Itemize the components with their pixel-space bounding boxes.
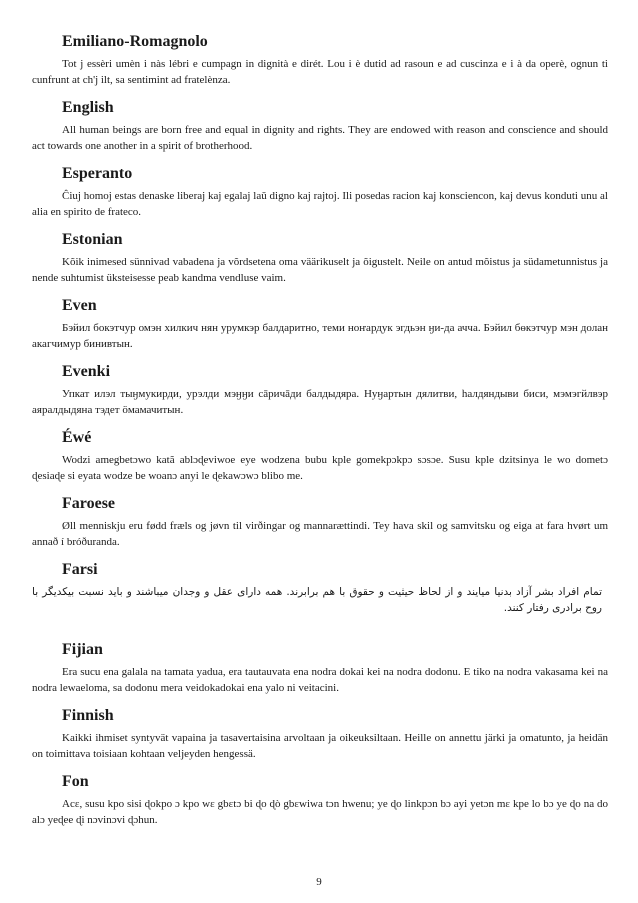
section-heading: Éwé	[62, 429, 92, 446]
section-text: Ĉiuj homoj estas denaske liberaj kaj egalaj laŭ digno kaj rajtoj. Ili posedas racion kaj konsciencon, kaj devus konduti unu al alia en spirito de frateco.	[32, 190, 608, 218]
section-heading: English	[62, 99, 114, 116]
section-heading: Fijian	[62, 641, 103, 658]
section-heading: Fon	[62, 773, 89, 790]
section-even	[32, 296, 608, 352]
section-text: Kõik inimesed sünnivad vabadena ja võrdsetena oma väärikuselt ja õigustelt. Neile on antud mõistus ja südametunnistus ja nende suhtumist üksteisesse peab kandma vendluse vaim.	[32, 256, 608, 284]
section-evenki	[32, 362, 608, 418]
section-heading: Emiliano-Romagnolo	[62, 33, 208, 50]
section-heading: Finnish	[62, 707, 114, 724]
section-fijian	[32, 640, 608, 696]
section-text: تمام افراد بشر آزاد بدنیا میایند و از لحاظ حیثیت و حقوق با هم برابرند. همه دارای عقل و وجدان میباشند و باید نسبت بیکدیگر با روح برادری رفتار کنند.	[32, 586, 602, 614]
section-farsi	[32, 560, 608, 630]
section-text: Wodzi amegbetɔwo katã ablɔɖeviwoe eye wodzena bubu kple gomekpɔkpɔ sɔsɔe. Susu kple dzitsinya le wo dometɔ ɖesiaɖe si eyata wodze be woanɔ anyi le ɖekawɔwɔ blibo me.	[32, 454, 608, 482]
page-number: 9	[316, 876, 322, 888]
section-text: Era sucu ena galala na tamata yadua, era tautauvata ena nodra dokai kei na nodra dodonu. E tiko na nodra vakasama kei na nodra lewaeloma, sa dodonu mera veidokadokai ena yalo ni veitacini.	[32, 666, 608, 694]
section-esperanto	[32, 164, 608, 220]
section-text: Acɛ, susu kpo sisi ɖokpo ɔ kpo wɛ gbɛtɔ bi ɖo ɖò gbɛwiwa tɔn hwenu; ye ɖo linkpɔn bɔ ayi yetɔn mɛ kpe lo bɔ ye ɖo na do alɔ yeɖee ɖi nɔvinɔvi ɖɔhun.	[32, 798, 608, 826]
section-heading: Faroese	[62, 495, 116, 512]
section-finnish	[32, 706, 608, 762]
section-text: Øll menniskju eru fødd fræls og jøvn til virðingar og mannarættindi. Tey hava skil og samvitsku og eiga at fara hvørt um annað í bróðuranda.	[32, 520, 608, 548]
section-heading: Esperanto	[62, 165, 133, 182]
section-fon	[32, 772, 608, 828]
section-english	[32, 98, 608, 154]
section-heading: Farsi	[62, 561, 98, 578]
section-text: Tot j essèri umèn i nàs lébri e cumpagn in dignità e dirét. Lou i è dutid ad rasoun e ad cuscinza e i à da operè, ognun ti cunfrunt at ch'j ilt, sa sentimint ad fratelènza.	[32, 58, 608, 86]
section-text: Kaikki ihmiset syntyvät vapaina ja tasavertaisina arvoltaan ja oikeuksiltaan. Heille on annettu järki ja omatunto, ja heidän on toimittava toisiaan kohtaan veljeyden hengessä.	[32, 732, 608, 760]
spacer	[32, 616, 608, 630]
section-heading: Estonian	[62, 231, 123, 248]
section-text: Упкат илэл тыӈмукирди, урэлди мэӈӈи сāричāди балдыдяра. Нуӈартын дялитви, һалдяндыви биси, мэмэгйлвэр аяралдыдяна тэдет ӧмамачитын.	[32, 388, 608, 416]
section-emiliano-romagnolo	[32, 32, 608, 88]
section-text: All human beings are born free and equal in dignity and rights. They are endowed with reason and conscience and should act towards one another in a spirit of brotherhood.	[32, 124, 608, 152]
section-text: Бэйил бокэтчур омэн хилкич нян урумкэр балдаритно, теми ноҥардук эгдьэн ӈи-да ачча. Бэйил бөкэтчур мэн долан акагчимур бинивтын.	[32, 322, 608, 350]
section-ewe	[32, 428, 608, 484]
section-heading: Even	[62, 297, 97, 314]
section-heading: Evenki	[62, 363, 111, 380]
section-faroese	[32, 494, 608, 550]
section-estonian	[32, 230, 608, 286]
page-body	[32, 32, 608, 838]
